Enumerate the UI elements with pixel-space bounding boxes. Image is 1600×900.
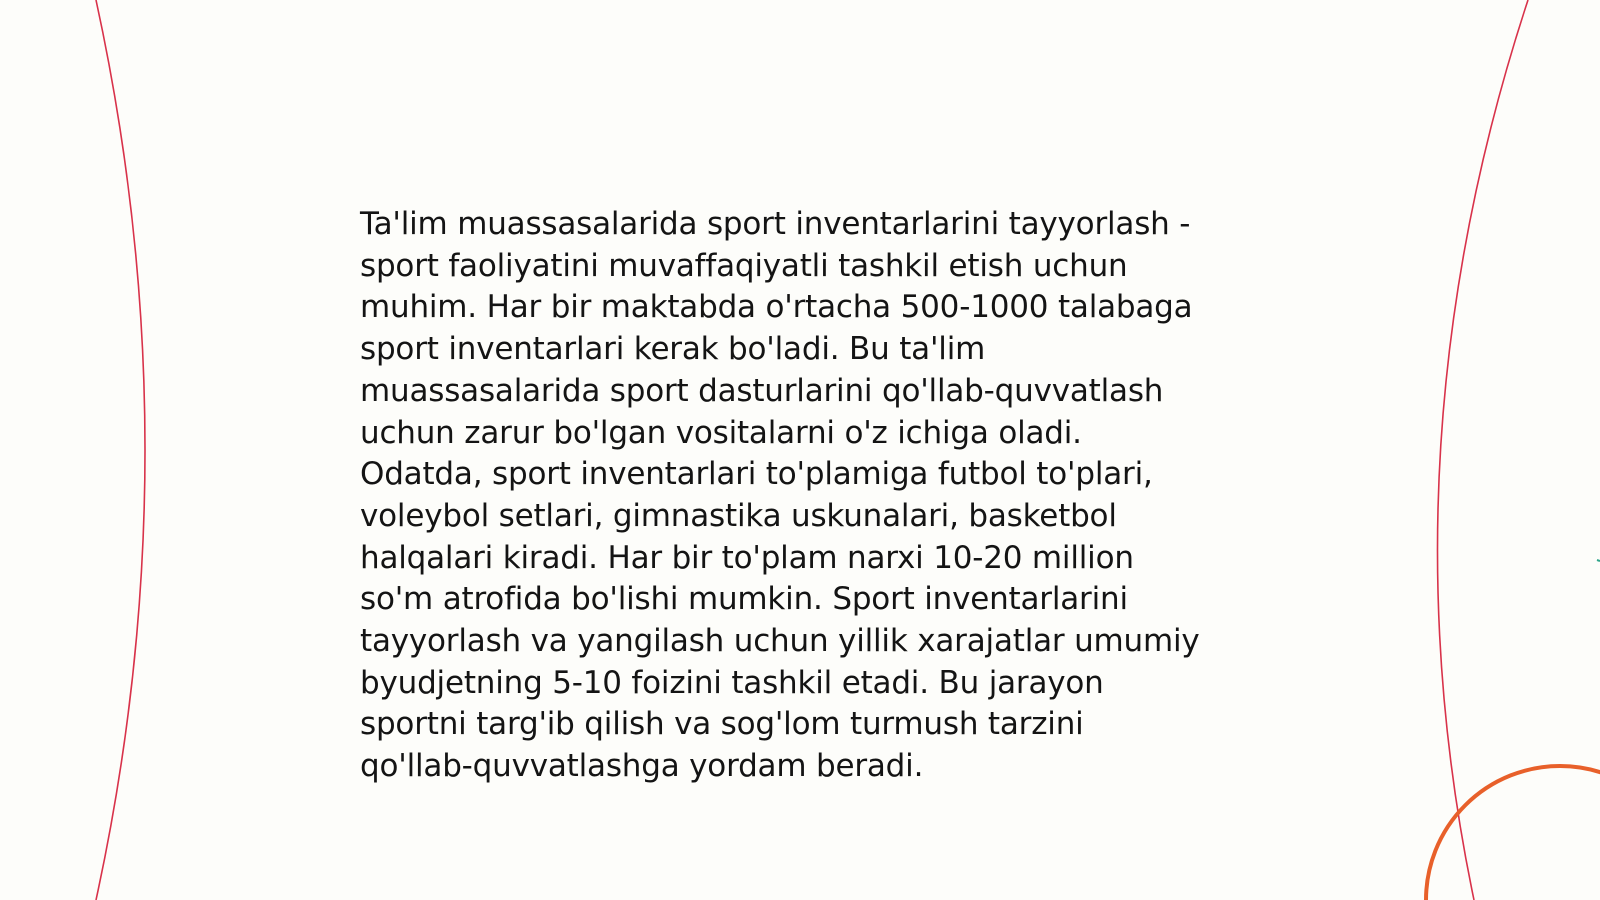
body-paragraph — [360, 204, 1260, 788]
body-line: sportni targ'ib qilish va sog'lom turmush tarzini — [360, 706, 1084, 743]
right-curved-line — [1437, 0, 1528, 900]
body-line: muassasalarida sport dasturlarini qo'llab-quvvatlash — [360, 372, 1164, 409]
body-line: so'm atrofida bo'lishi mumkin. Sport inventarlarini — [360, 581, 1128, 618]
body-line: halqalari kiradi. Har bir to'plam narxi 10-20 million — [360, 539, 1134, 576]
body-line: sport inventarlari kerak bo'ladi. Bu ta'lim — [360, 331, 986, 368]
body-line: Odatda, sport inventarlari to'plamiga futbol to'plari, — [360, 456, 1153, 493]
body-line: uchun zarur bo'lgan vositalarni o'z ichiga oladi. — [360, 414, 1082, 451]
body-line: qo'llab-quvvatlashga yordam beradi. — [360, 748, 924, 785]
bottom-right-circle-outline — [1426, 766, 1600, 900]
body-line: voleybol setlari, gimnastika uskunalari, basketbol — [360, 497, 1117, 534]
body-line: tayyorlash va yangilash uchun yillik xarajatlar umumiy — [360, 623, 1200, 660]
body-line: Ta'lim muassasalarida sport inventarlarini tayyorlash - — [360, 206, 1191, 242]
body-line: muhim. Har bir maktabda o'rtacha 500-1000 talabaga — [360, 289, 1193, 326]
body-line: byudjetning 5-10 foizini tashkil etadi. Bu jarayon — [360, 664, 1104, 701]
left-curved-line — [96, 0, 145, 900]
body-line: sport faoliyatini muvaffaqiyatli tashkil etish uchun — [360, 247, 1128, 284]
